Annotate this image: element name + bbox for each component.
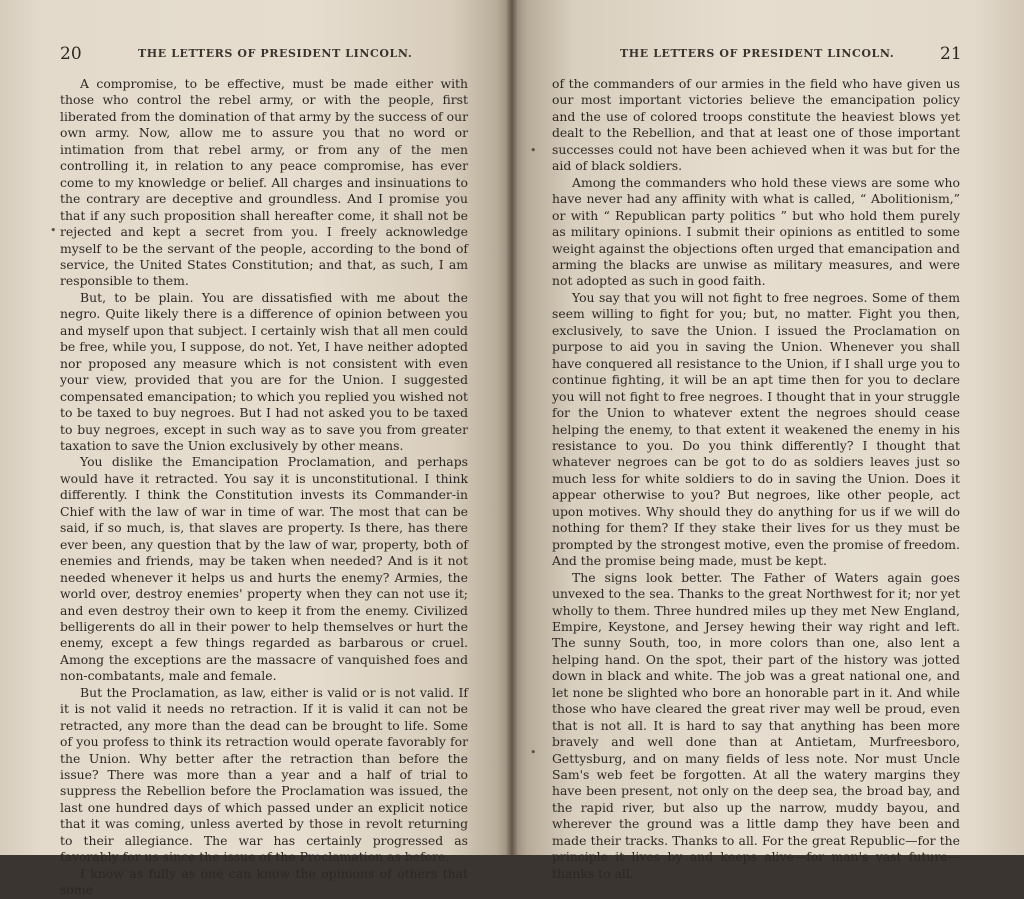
page-body <box>60 76 468 899</box>
book-spine-shadow <box>506 0 518 855</box>
margin-speck: • <box>530 746 537 759</box>
margin-speck: • <box>530 144 537 157</box>
paragraph: The signs look better. The Father of Waters again goes unvexed to the sea. Thanks to the great Northwest for it; nor yet wholly to them. Three hundred miles up they met New England, Empire, Keystone, and Jersey hewing their way right and left. The sunny South, too, in more colors than one, also lent a helping hand. On the spot, their part of the history was jotted down in black and white. The job was a great national one, and let none be slighted who bore an honorable part in it. And while those who have cleared the great river may well be proud, even that is not all. It is hard to say that anything has been more bravely and well done than at Antietam, Murfreesboro, Gettysburg, and on many fields of less note. Nor must Uncle Sam's web feet be forgotten. At all the watery margins they have been present, not only on the deep sea, the broad bay, and the rapid river, but also up the narrow, muddy bayou, and wherever the ground was a little damp they have been and made their tracks. Thanks to all. For the great Republic—for the principle it lives by and keeps alive—for man's vast future—thanks to all. <box>552 569 960 881</box>
paragraph: But, to be plain. You are dissatisfied with me about the negro. Quite likely there is a difference of opinion between you and myself upon that subject. I certainly wish that all men could be free, while you, I suppose, do not. Yet, I have neither adopted nor proposed any measure which is not consistent with even your view, provided that you are for the Union. I suggested compensated emancipation; to which you replied you wished not to be taxed to buy negroes. But I had not asked you to be taxed to buy negroes, except in such way as to save you from greater taxation to save the Union exclusively by other means. <box>60 289 468 453</box>
running-header: THE LETTERS OF PRESIDENT LINCOLN. <box>138 47 413 60</box>
page-number: 20 <box>60 44 82 64</box>
paragraph: of the commanders of our armies in the field who have given us our most important victories believe the emancipation policy and the use of colored troops constitute the heaviest blows yet dealt to the Rebellion, and that at least one of those important successes could not have been achieved when it was but for the aid of black soldiers. <box>552 76 960 174</box>
paragraph: But the Proclamation, as law, either is valid or is not valid. If it is not valid it needs no retraction. If it is valid it can not be retracted, any more than the dead can be brought to life. Some of you profess to think its retraction would operate favorably for the Union. Why better after the retraction than before the issue? There was more than a year and a half of trial to suppress the Rebellion before the Proclamation was issued, the last one hundred days of which passed under an explicit notice that it was coming, unless averted by those in revolt returning to their allegiance. The war has certainly progressed as favorably for us since the issue of the Proclamation as before. <box>60 684 468 865</box>
paragraph: You dislike the Emancipation Proclamation, and perhaps would have it retracted. You say it is unconstitutional. I think differently. I think the Constitution invests its Commander-in Chief with the law of war in time of war. The most that can be said, if so much, is, that slaves are property. Is there, has there ever been, any question that by the law of war, property, both of enemies and friends, may be taken when needed? And is it not needed whenever it helps us and hurts the enemy? Armies, the world over, destroy enemies' property when they can not use it; and even destroy their own to keep it from the enemy. Civilized belligerents do all in their power to help themselves or hurt the enemy, except a few things regarded as barbarous or cruel. Among the exceptions are the massacre of vanquished foes and non-combatants, male and female. <box>60 454 468 684</box>
paragraph: I know as fully as one can know the opinions of others that some <box>60 865 468 898</box>
page-number: 21 <box>940 44 962 64</box>
page-body <box>552 76 960 882</box>
running-header: THE LETTERS OF PRESIDENT LINCOLN. <box>620 47 895 60</box>
paragraph: Among the commanders who hold these views are some who have never had any affinity with what is called, “ Abolitionism,” or with “ Republican party politics ” but who hold them purely as military opinions. I submit their opinions as entitled to some weight against the objections often urged that emancipation and arming the blacks are unwise as military measures, and were not adopted as such in good faith. <box>552 174 960 289</box>
right-page <box>512 0 1024 881</box>
paragraph: A compromise, to be effective, must be made either with those who control the rebel army, or with the people, first liberated from the domination of that army by the success of our own army. Now, allow me to assure you that no word or intimation from that rebel army, or from any of the men controlling it, in relation to any peace compromise, has ever come to my knowledge or belief. All charges and insinuations to the contrary are deceptive and groundless. And I promise you that if any such proposition shall hereafter come, it shall not be rejected and kept a secret from you. I freely acknowledge myself to be the servant of the people, according to the bond of service, the United States Constitution; and that, as such, I am responsible to them. <box>60 76 468 289</box>
margin-speck: • <box>50 224 57 237</box>
left-page <box>0 0 512 898</box>
paragraph: You say that you will not fight to free negroes. Some of them seem willing to fight for you; but, no matter. Fight you then, exclusively, to save the Union. I issued the Proclamation on purpose to aid you in saving the Union. Whenever you shall have conquered all resistance to the Union, if I shall urge you to continue fighting, it will be an apt time then for you to declare you will not fight to free negroes. I thought that in your struggle for the Union to whatever extent the negroes should cease helping the enemy, to that extent it weakened the enemy in his resistance to you. Do you think differently? I thought that whatever negroes can be got to do as soldiers leaves just so much less for white soldiers to do in saving the Union. Does it appear otherwise to you? But negroes, like other people, act upon motives. Why should they do anything for us if we will do nothing for them? If they stake their lives for us they must be prompted by the strongest motive, even the promise of freedom. And the promise being made, must be kept. <box>552 289 960 569</box>
